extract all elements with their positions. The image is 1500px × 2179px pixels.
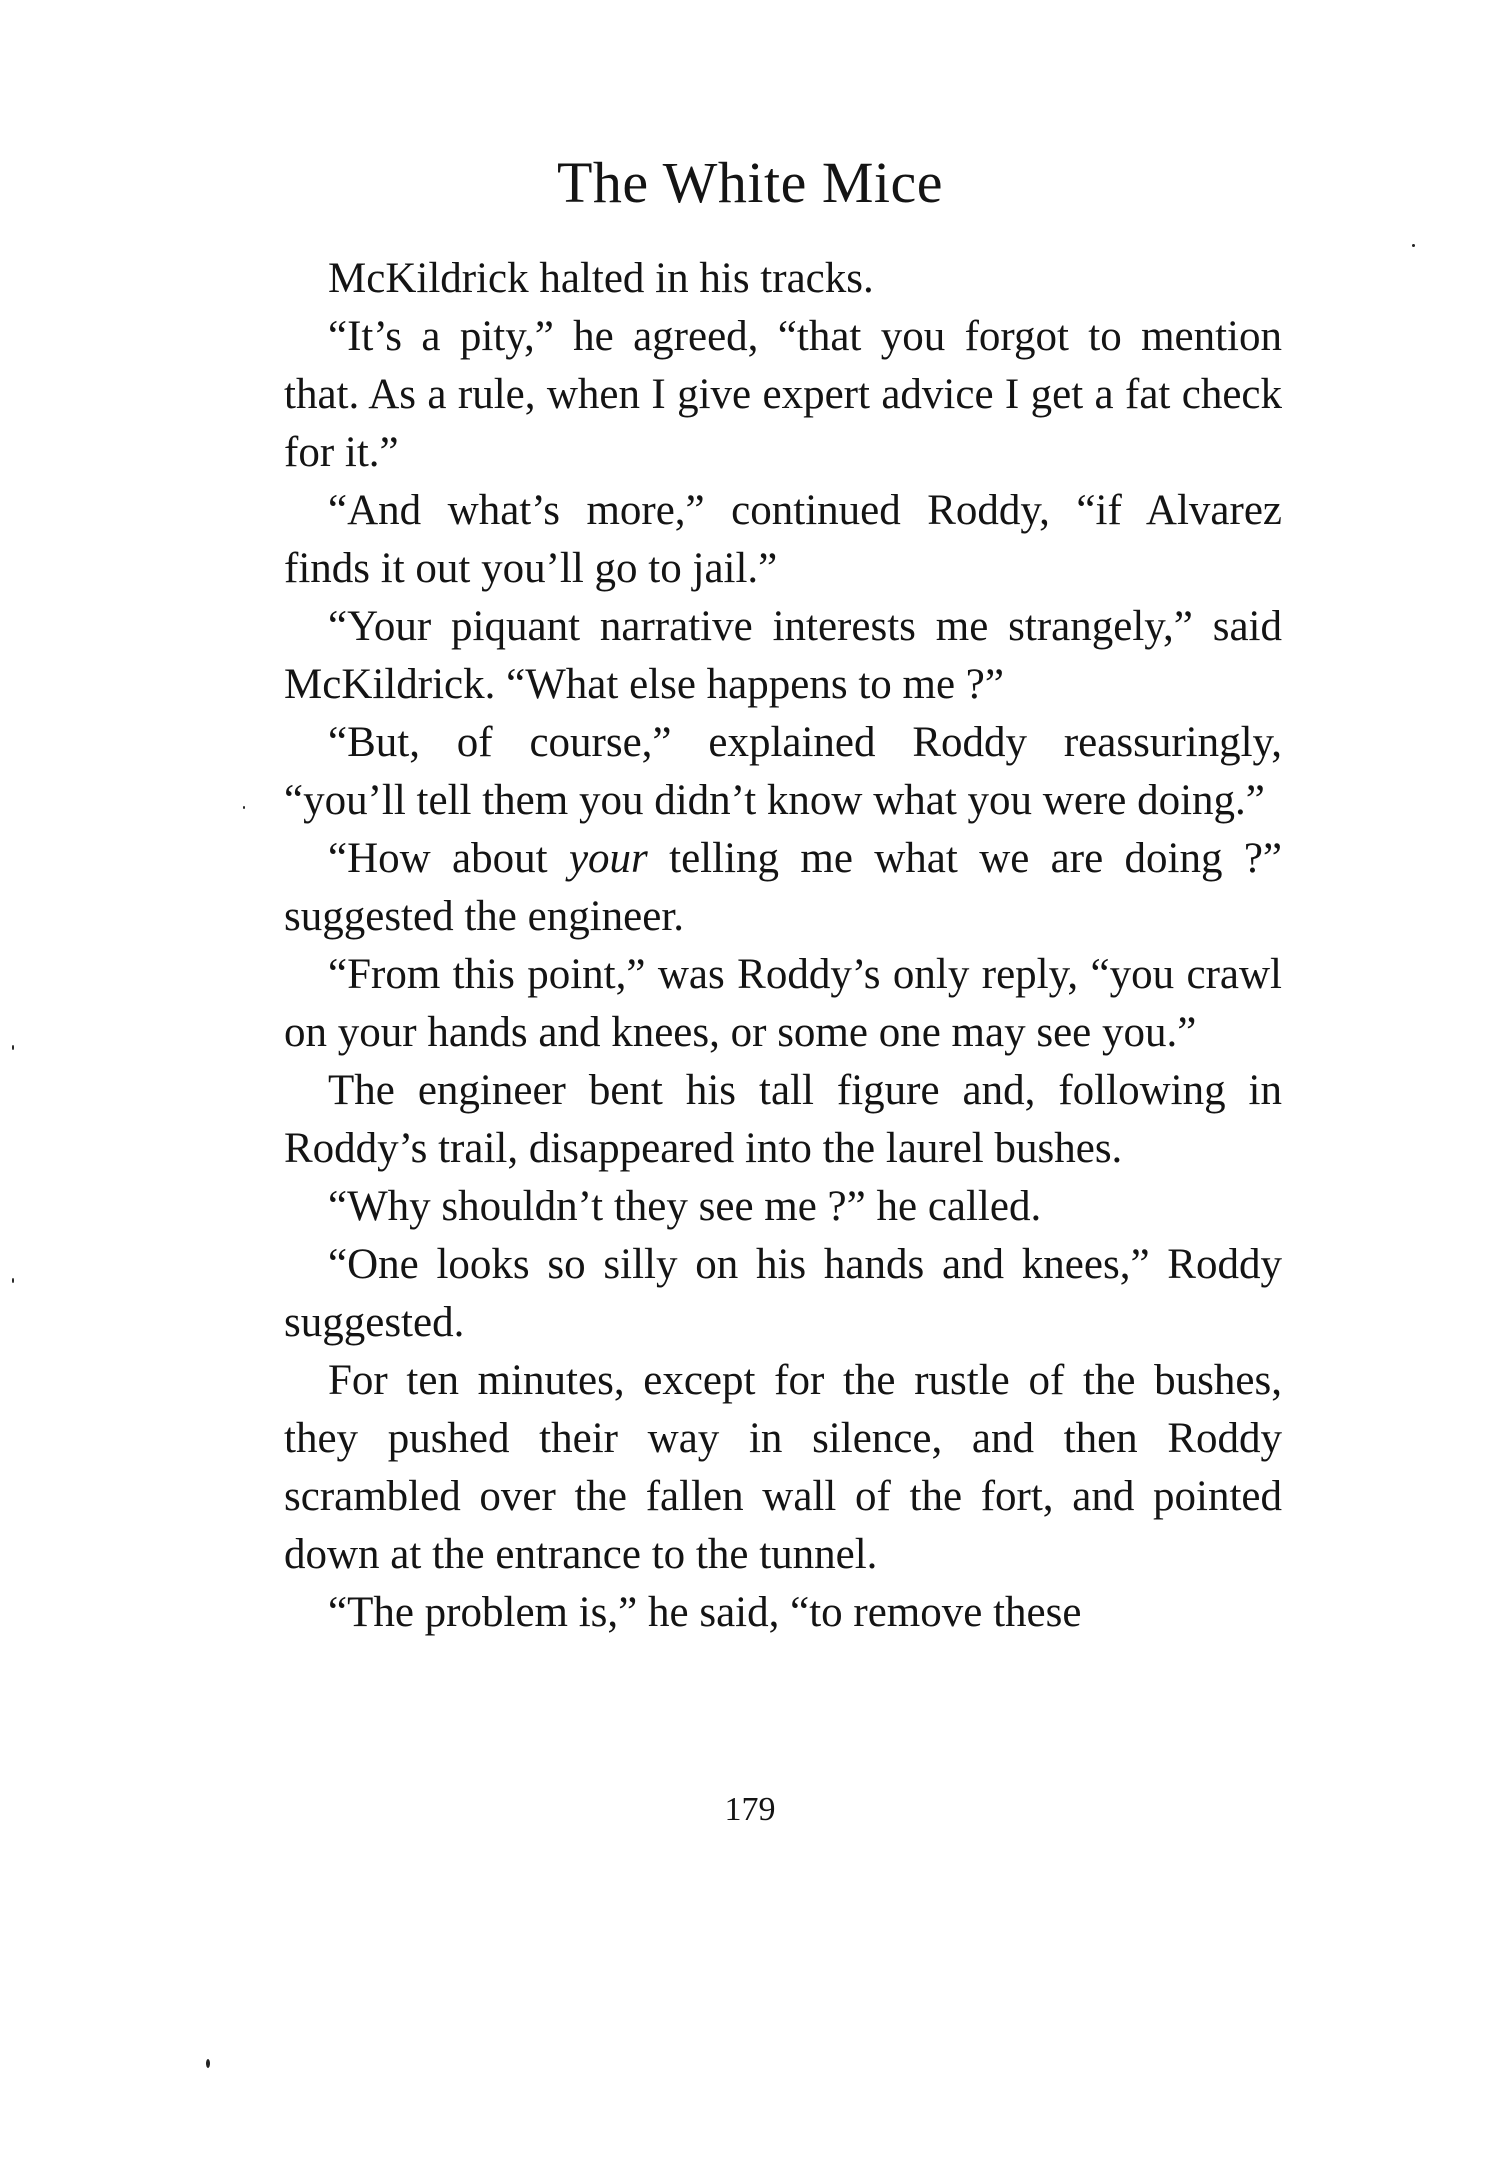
paragraph: “Your piquant narrative interests me strangely,” said McKildrick. “What else happens to me ?” xyxy=(284,603,1282,708)
paragraph: “It’s a pity,” he agreed, “that you forgot to mention that. As a rule, when I give expert advice I get a fat check for it.” xyxy=(284,313,1282,476)
italic-emphasis: your xyxy=(568,835,648,882)
paragraph: “The problem is,” he said, “to remove these xyxy=(328,1589,1082,1636)
scan-speck xyxy=(1412,244,1415,247)
scan-speck xyxy=(12,1278,14,1283)
paragraph: “One looks so silly on his hands and knees,” Roddy suggested. xyxy=(284,1241,1282,1346)
paragraph: “But, of course,” explained Roddy reassuringly, “you’ll tell them you didn’t know what you were doing.” xyxy=(284,719,1282,824)
scan-speck xyxy=(206,2059,210,2068)
paragraph: McKildrick halted in his tracks. xyxy=(328,255,874,302)
paragraph: The engineer bent his tall figure and, following in Roddy’s trail, disappeared into the laurel bushes. xyxy=(284,1067,1282,1172)
paragraph-text-end: telling me what we are doing ?” suggested the engineer. xyxy=(284,835,1283,940)
page-number: 179 xyxy=(724,1791,776,1828)
paragraph: “And what’s more,” continued Roddy, “if Alvarez finds it out you’ll go to jail.” xyxy=(284,487,1282,592)
paragraph xyxy=(284,830,1282,946)
body-text xyxy=(284,250,1282,1642)
running-title: The White Mice xyxy=(556,150,943,215)
scan-speck xyxy=(243,806,245,809)
paragraph: “From this point,” was Roddy’s only reply, “you crawl on your hands and knees, or some one may see you.” xyxy=(284,951,1282,1056)
paragraph: For ten minutes, except for the rustle of the bushes, they pushed their way in silence, and then Roddy scrambled over the fallen wall of the fort, and pointed down at the entrance to the tunnel. xyxy=(284,1357,1282,1578)
paragraph-text-start: “How about xyxy=(328,835,548,882)
paragraph: “Why shouldn’t they see me ?” he called. xyxy=(328,1183,1042,1230)
scan-speck xyxy=(12,1045,14,1050)
